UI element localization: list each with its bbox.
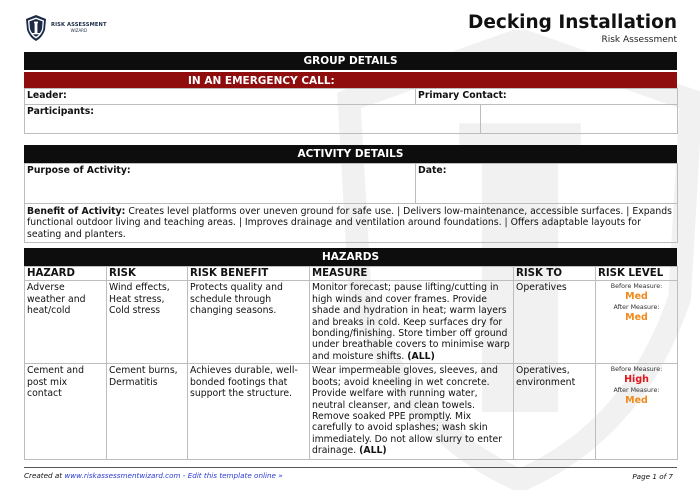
logo-line1: RISK ASSESSMENT (51, 21, 107, 28)
logo (24, 14, 107, 42)
participants-field[interactable] (25, 105, 481, 134)
table-row (25, 281, 678, 364)
date-label: Date: (418, 165, 447, 176)
col-risk: RISK (107, 267, 188, 281)
after-risk-level: Med (625, 312, 648, 324)
page-header (24, 12, 677, 48)
activity-details-table (24, 163, 678, 243)
hazards-header-row (25, 267, 678, 281)
benefit-label: Benefit of Activity: (27, 206, 126, 217)
measure-tag: (ALL) (359, 445, 387, 457)
group-details-heading: GROUP DETAILS (24, 52, 677, 70)
before-risk-level: High (624, 374, 649, 386)
risk-cell: Cement burns, Dermatitis (107, 364, 188, 460)
benefit-cell: Achieves durable, well-bonded footings that support the structure. (188, 364, 310, 460)
primary-contact-label: Primary Contact: (418, 90, 507, 101)
page-footer (24, 467, 677, 480)
hazards-table (24, 266, 678, 460)
benefit-text: Creates level platforms over uneven ground for safe use. | Delivers low-maintenance, accessible surfaces. | Expands functional outdoor living and teaching areas. | Improves drainage and ventilation around foundations. | Offers adaptable layouts for seating and planters. (27, 206, 672, 240)
table-row (25, 364, 678, 460)
hazards-heading: HAZARDS (24, 248, 677, 266)
after-measure-caption: After Measure: (613, 387, 660, 395)
participants-label: Participants: (27, 106, 94, 117)
leader-field[interactable] (25, 89, 416, 105)
col-risk-to: RISK TO (514, 267, 596, 281)
leader-label: Leader: (27, 90, 67, 101)
activity-details-section (24, 145, 677, 243)
risk-to-cell: Operatives, environment (514, 364, 596, 460)
emergency-label: IN AN EMERGENCY CALL: (188, 75, 335, 87)
measure-cell (310, 364, 514, 460)
participants-extra-field[interactable] (481, 105, 678, 134)
group-details-section (24, 52, 677, 134)
site-link[interactable]: www.riskassessmentwizard.com (64, 471, 181, 480)
activity-details-heading: ACTIVITY DETAILS (24, 145, 677, 163)
measure-cell (310, 281, 514, 364)
hazard-cell: Adverse weather and heat/cold (25, 281, 107, 364)
col-risk-benefit: RISK BENEFIT (188, 267, 310, 281)
measure-text: Monitor forecast; pause lifting/cutting in high winds and cover frames. Provide shade and hydration in heat; warm layers and breaks in cold. Keep surfaces dry for bonding/finishing. Store timber off ground under breathable covers to minimise warp and moisture shifts. (312, 282, 510, 362)
before-measure-caption: Before Measure: (610, 366, 663, 374)
primary-contact-field[interactable] (416, 89, 678, 105)
benefit-cell: Protects quality and schedule through changing seasons. (188, 281, 310, 364)
edit-template-link[interactable]: - Edit this template online » (180, 471, 283, 480)
risk-cell: Wind effects, Heat stress, Cold stress (107, 281, 188, 364)
page-subtitle: Risk Assessment (601, 35, 677, 45)
group-details-table (24, 88, 678, 134)
page-title: Decking Installation (468, 12, 677, 33)
before-risk-level: Med (625, 291, 648, 303)
date-field[interactable] (416, 164, 678, 204)
after-measure-caption: After Measure: (613, 304, 660, 312)
created-at-label: Created at (24, 471, 65, 480)
page-number: Page 1 of 7 (632, 472, 673, 481)
measure-text: Wear impermeable gloves, sleeves, and boots; avoid kneeling in wet concrete. Provide welfare with running water, neutral cleanser, and clean towels. Remove soaked PPE promptly. Mix carefully to avoid splashes; wash skin immediately. Do not allow slurry to enter drainage. (312, 365, 503, 457)
hazards-section (24, 248, 677, 460)
col-measure: MEASURE (310, 267, 514, 281)
lighthouse-shield-icon (24, 14, 48, 42)
emergency-bar (24, 70, 677, 88)
purpose-field[interactable] (25, 164, 416, 204)
risk-level-cell (596, 364, 678, 460)
risk-level-cell (596, 281, 678, 364)
after-risk-level: Med (625, 395, 648, 407)
measure-tag: (ALL) (407, 350, 435, 362)
risk-to-cell: Operatives (514, 281, 596, 364)
logo-line2: WIZARD (70, 28, 88, 34)
benefit-field (25, 204, 678, 243)
col-risk-level: RISK LEVEL (596, 267, 678, 281)
purpose-label: Purpose of Activity: (27, 165, 131, 176)
col-hazard: HAZARD (25, 267, 107, 281)
hazard-cell: Cement and post mix contact (25, 364, 107, 460)
before-measure-caption: Before Measure: (610, 283, 663, 291)
